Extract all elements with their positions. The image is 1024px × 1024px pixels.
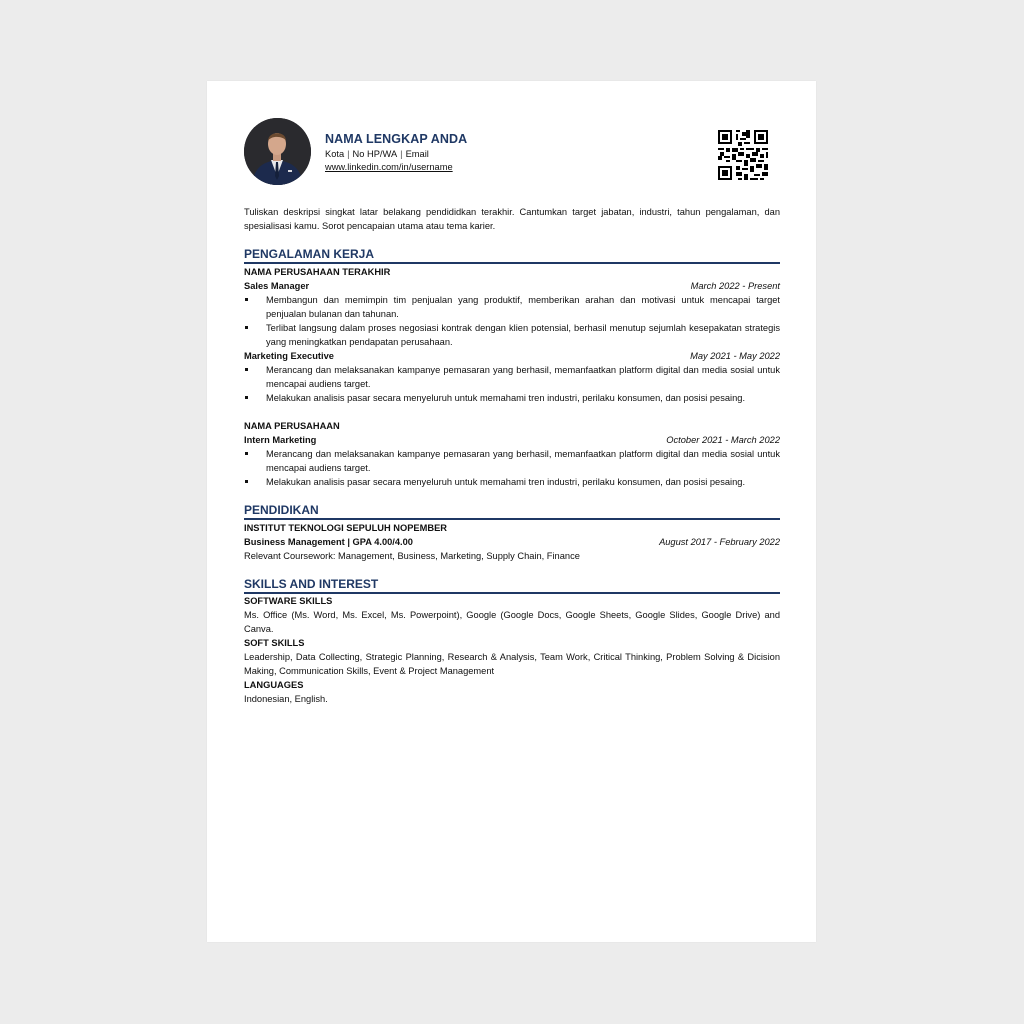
profile-summary: Tuliskan deskripsi singkat latar belakang pendididkan terakhir. Cantumkan target jabatan, industri, tahun pengalaman, dan spesialisasi kamu. Sorot pencapaian utama atau tema karier. xyxy=(244,207,780,231)
role-bullets xyxy=(244,363,780,405)
role-dates: May 2021 - May 2022 xyxy=(690,351,780,361)
linkedin-link[interactable]: www.linkedin.com/in/username xyxy=(325,162,453,172)
role-title: Intern Marketing xyxy=(244,435,317,445)
company-name: NAMA PERUSAHAAN TERAKHIR xyxy=(244,267,391,277)
role-dates: October 2021 - March 2022 xyxy=(666,435,780,445)
city: Kota xyxy=(325,149,345,159)
institution-name: INSTITUT TEKNOLOGI SEPULUH NOPEMBER xyxy=(244,523,447,533)
skill-group-label: LANGUAGES xyxy=(244,680,304,690)
phone: No HP/WA xyxy=(352,149,398,159)
bullet-item: Merancang dan melaksanakan kampanye pemasaran yang berhasil, memanfaatkan platform digital dan media sosial untuk mencapai audiens target. xyxy=(244,363,780,391)
role-bullets xyxy=(244,293,780,349)
bullet-item: Melakukan analisis pasar secara menyeluruh untuk memahami tren industri, perilaku konsumen, dan posisi pesaing. xyxy=(244,391,780,405)
company-block xyxy=(244,265,780,405)
separator: | xyxy=(400,149,403,159)
resume-page xyxy=(207,81,816,942)
skill-group-text: Leadership, Data Collecting, Strategic Planning, Research & Analysis, Team Work, Critical Thinking, Problem Solving & Dicision Making, Communication Skills, Event & Project Management xyxy=(244,652,780,676)
role-row xyxy=(244,279,780,293)
role-row xyxy=(244,433,780,447)
company-block xyxy=(244,419,780,489)
coursework: Relevant Coursework: Management, Business, Marketing, Supply Chain, Finance xyxy=(244,551,580,561)
company-name: NAMA PERUSAHAAN xyxy=(244,421,340,431)
profile-photo-icon xyxy=(244,118,311,185)
role-title: Marketing Executive xyxy=(244,351,334,361)
role-title: Sales Manager xyxy=(244,281,310,291)
education-dates: August 2017 - February 2022 xyxy=(659,537,780,547)
resume-content xyxy=(244,118,780,706)
full-name: NAMA LENGKAP ANDA xyxy=(325,132,468,146)
role-row xyxy=(244,349,780,363)
header-text xyxy=(325,131,467,174)
section-title-education: PENDIDIKAN xyxy=(244,502,780,520)
degree: Business Management | GPA 4.00/4.00 xyxy=(244,537,413,547)
skill-group-label: SOFT SKILLS xyxy=(244,638,305,648)
email: Email xyxy=(405,149,429,159)
degree-row xyxy=(244,535,780,549)
separator: | xyxy=(347,149,350,159)
role-dates: March 2022 - Present xyxy=(690,281,780,291)
resume-header xyxy=(244,118,780,188)
bullet-item: Terlibat langsung dalam proses negosiasi kontrak dengan klien potensial, berhasil menutup sejumlah kesepakatan strategis yang meningkatkan pendapatan perusahaan. xyxy=(244,321,780,349)
bullet-item: Membangun dan memimpin tim penjualan yang produktif, memberikan arahan dan motivasi untuk mencapai target penjualan bulanan dan tahunan. xyxy=(244,293,780,321)
bullet-item: Melakukan analisis pasar secara menyeluruh untuk memahami tren industri, perilaku konsumen, dan posisi pesaing. xyxy=(244,475,780,489)
section-title-skills: SKILLS AND INTEREST xyxy=(244,576,780,594)
contact-line xyxy=(325,147,467,161)
bullet-item: Merancang dan melaksanakan kampanye pemasaran yang berhasil, memanfaatkan platform digital dan media sosial untuk mencapai audiens target. xyxy=(244,447,780,475)
spacer xyxy=(244,405,780,418)
section-title-experience: PENGALAMAN KERJA xyxy=(244,246,780,264)
skill-group-label: SOFTWARE SKILLS xyxy=(244,596,333,606)
role-bullets xyxy=(244,447,780,489)
qr-code-icon xyxy=(716,128,770,182)
skill-group-text: Indonesian, English. xyxy=(244,694,328,704)
skill-group-text: Ms. Office (Ms. Word, Ms. Excel, Ms. Powerpoint), Google (Google Docs, Google Sheets, Google Slides, Google Drive) and Canva. xyxy=(244,610,780,634)
